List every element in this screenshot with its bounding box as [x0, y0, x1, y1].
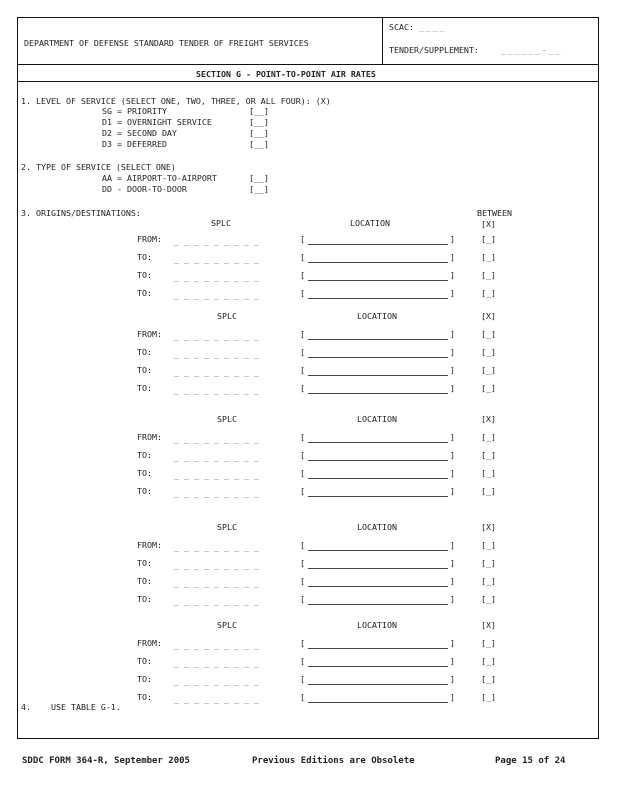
splc-input[interactable]: _ _ _ _ _ _ _ _ _	[174, 331, 259, 341]
location-input[interactable]	[308, 366, 448, 376]
location-bracket-open: [	[300, 674, 305, 684]
type-checkbox-aa[interactable]: [__]	[249, 173, 269, 183]
to-label: TO:	[137, 486, 152, 496]
type-checkbox-dd[interactable]: [__]	[249, 184, 269, 194]
location-bracket-open: [	[300, 329, 305, 339]
location-bracket-close: ]	[450, 594, 455, 604]
location-input[interactable]	[308, 469, 448, 479]
location-bracket-open: [	[300, 383, 305, 393]
location-bracket-close: ]	[450, 270, 455, 280]
between-x-label: [X]	[481, 620, 496, 630]
location-column-label: LOCATION	[357, 414, 397, 424]
location-bracket-open: [	[300, 347, 305, 357]
location-input[interactable]	[308, 577, 448, 587]
splc-input[interactable]: _ _ _ _ _ _ _ _ _	[174, 658, 259, 668]
location-input[interactable]	[308, 235, 448, 245]
to-label: TO:	[137, 656, 152, 666]
level-option-d2: D2 = SECOND DAY	[102, 128, 177, 138]
level-checkbox-d3[interactable]: [__]	[249, 139, 269, 149]
between-checkbox[interactable]: [_]	[481, 432, 496, 442]
splc-input[interactable]: _ _ _ _ _ _ _ _ _	[174, 488, 259, 498]
location-input[interactable]	[308, 289, 448, 299]
location-bracket-open: [	[300, 288, 305, 298]
location-bracket-close: ]	[450, 347, 455, 357]
splc-input[interactable]: _ _ _ _ _ _ _ _ _	[174, 236, 259, 246]
location-bracket-open: [	[300, 468, 305, 478]
from-label: FROM:	[137, 638, 162, 648]
location-bracket-close: ]	[450, 576, 455, 586]
level-option-d3: D3 = DEFERRED	[102, 139, 167, 149]
header-divider	[382, 18, 383, 65]
between-checkbox[interactable]: [_]	[481, 329, 496, 339]
location-input[interactable]	[308, 384, 448, 394]
section-title: SECTION G - POINT-TO-POINT AIR RATES	[196, 69, 376, 79]
location-bracket-close: ]	[450, 383, 455, 393]
location-bracket-open: [	[300, 450, 305, 460]
location-input[interactable]	[308, 451, 448, 461]
location-bracket-open: [	[300, 558, 305, 568]
splc-column-label: SPLC	[217, 311, 237, 321]
level-of-service-heading: 1. LEVEL OF SERVICE (SELECT ONE, TWO, THREE, OR ALL FOUR): (X)	[21, 96, 331, 106]
origins-destinations-heading: 3. ORIGINS/DESTINATIONS:	[21, 208, 141, 218]
location-bracket-close: ]	[450, 558, 455, 568]
location-bracket-open: [	[300, 540, 305, 550]
location-input[interactable]	[308, 559, 448, 569]
splc-input[interactable]: _ _ _ _ _ _ _ _ _	[174, 254, 259, 264]
department-title: DEPARTMENT OF DEFENSE STANDARD TENDER OF FREIGHT SERVICES	[24, 38, 309, 48]
location-bracket-open: [	[300, 270, 305, 280]
splc-input[interactable]: _ _ _ _ _ _ _ _ _	[174, 349, 259, 359]
location-bracket-open: [	[300, 576, 305, 586]
splc-column-label: SPLC	[217, 620, 237, 630]
location-input[interactable]	[308, 639, 448, 649]
location-bracket-open: [	[300, 692, 305, 702]
type-option-aa: AA = AIRPORT-TO-AIRPORT	[102, 173, 217, 183]
location-bracket-close: ]	[450, 450, 455, 460]
splc-input[interactable]: _ _ _ _ _ _ _ _ _	[174, 694, 259, 704]
from-label: FROM:	[137, 329, 162, 339]
to-label: TO:	[137, 252, 152, 262]
location-bracket-close: ]	[450, 288, 455, 298]
splc-column-label: SPLC	[217, 522, 237, 532]
location-bracket-close: ]	[450, 468, 455, 478]
between-checkbox[interactable]: [_]	[481, 594, 496, 604]
to-label: TO:	[137, 468, 152, 478]
location-input[interactable]	[308, 675, 448, 685]
level-option-d1: D1 = OVERNIGHT SERVICE	[102, 117, 212, 127]
location-column-label: LOCATION	[357, 620, 397, 630]
from-label: FROM:	[137, 540, 162, 550]
to-label: TO:	[137, 288, 152, 298]
between-checkbox[interactable]: [_]	[481, 270, 496, 280]
location-bracket-close: ]	[450, 234, 455, 244]
splc-input[interactable]: _ _ _ _ _ _ _ _ _	[174, 272, 259, 282]
between-checkbox[interactable]: [_]	[481, 486, 496, 496]
scac-label: SCAC:	[389, 22, 414, 32]
location-bracket-open: [	[300, 365, 305, 375]
location-input[interactable]	[308, 271, 448, 281]
tender-label: TENDER/SUPPLEMENT:	[389, 45, 479, 55]
location-bracket-open: [	[300, 234, 305, 244]
from-label: FROM:	[137, 432, 162, 442]
location-bracket-close: ]	[450, 252, 455, 262]
splc-column-label: SPLC	[217, 414, 237, 424]
level-checkbox-sg[interactable]: [__]	[249, 106, 269, 116]
type-option-dd: DD - DOOR-TO-DOOR	[102, 184, 187, 194]
splc-input[interactable]: _ _ _ _ _ _ _ _ _	[174, 434, 259, 444]
location-input[interactable]	[308, 657, 448, 667]
location-column-label: LOCATION	[350, 218, 390, 228]
type-of-service-heading: 2. TYPE OF SERVICE (SELECT ONE)	[21, 162, 176, 172]
splc-input[interactable]: _ _ _ _ _ _ _ _ _	[174, 676, 259, 686]
location-bracket-close: ]	[450, 540, 455, 550]
splc-input[interactable]: _ _ _ _ _ _ _ _ _	[174, 542, 259, 552]
location-input[interactable]	[308, 330, 448, 340]
location-bracket-open: [	[300, 486, 305, 496]
level-checkbox-d1[interactable]: [__]	[249, 117, 269, 127]
splc-input[interactable]: _ _ _ _ _ _ _ _ _	[174, 560, 259, 570]
between-x-label: [X]	[481, 219, 496, 229]
location-bracket-close: ]	[450, 432, 455, 442]
form-number: SDDC FORM 364-R, September 2005	[22, 756, 190, 766]
between-checkbox[interactable]: [_]	[481, 383, 496, 393]
between-checkbox[interactable]: [_]	[481, 234, 496, 244]
to-label: TO:	[137, 347, 152, 357]
location-bracket-open: [	[300, 638, 305, 648]
splc-input[interactable]: _ _ _ _ _ _ _ _ _	[174, 290, 259, 300]
splc-input[interactable]: _ _ _ _ _ _ _ _ _	[174, 452, 259, 462]
location-input[interactable]	[308, 433, 448, 443]
level-option-sg: SG = PRIORITY	[102, 106, 167, 116]
between-checkbox[interactable]: [_]	[481, 674, 496, 684]
between-checkbox[interactable]: [_]	[481, 252, 496, 262]
between-x-label: [X]	[481, 414, 496, 424]
scac-field[interactable]: ____	[419, 22, 447, 32]
between-checkbox[interactable]: [_]	[481, 288, 496, 298]
location-bracket-close: ]	[450, 638, 455, 648]
to-label: TO:	[137, 692, 152, 702]
location-bracket-open: [	[300, 594, 305, 604]
location-bracket-close: ]	[450, 486, 455, 496]
location-bracket-close: ]	[450, 365, 455, 375]
between-checkbox[interactable]: [_]	[481, 558, 496, 568]
from-label: FROM:	[137, 234, 162, 244]
splc-input[interactable]: _ _ _ _ _ _ _ _ _	[174, 367, 259, 377]
location-input[interactable]	[308, 693, 448, 703]
location-bracket-open: [	[300, 656, 305, 666]
page-number: Page 15 of 24	[495, 756, 566, 766]
location-input[interactable]	[308, 348, 448, 358]
to-label: TO:	[137, 674, 152, 684]
to-label: TO:	[137, 450, 152, 460]
location-input[interactable]	[308, 487, 448, 497]
location-bracket-close: ]	[450, 674, 455, 684]
between-checkbox[interactable]: [_]	[481, 468, 496, 478]
between-checkbox[interactable]: [_]	[481, 347, 496, 357]
tender-field[interactable]: ______-__	[501, 45, 563, 55]
between-checkbox[interactable]: [_]	[481, 450, 496, 460]
between-checkbox[interactable]: [_]	[481, 638, 496, 648]
splc-input[interactable]: _ _ _ _ _ _ _ _ _	[174, 578, 259, 588]
to-label: TO:	[137, 365, 152, 375]
location-bracket-close: ]	[450, 656, 455, 666]
location-column-label: LOCATION	[357, 311, 397, 321]
splc-input[interactable]: _ _ _ _ _ _ _ _ _	[174, 596, 259, 606]
location-bracket-close: ]	[450, 692, 455, 702]
location-input[interactable]	[308, 541, 448, 551]
location-input[interactable]	[308, 253, 448, 263]
to-label: TO:	[137, 594, 152, 604]
splc-column-label: SPLC	[211, 218, 231, 228]
location-input[interactable]	[308, 595, 448, 605]
to-label: TO:	[137, 558, 152, 568]
to-label: TO:	[137, 383, 152, 393]
editions-note: Previous Editions are Obsolete	[252, 756, 415, 766]
to-label: TO:	[137, 270, 152, 280]
between-checkbox[interactable]: [_]	[481, 540, 496, 550]
between-x-label: [X]	[481, 522, 496, 532]
between-checkbox[interactable]: [_]	[481, 365, 496, 375]
splc-input[interactable]: _ _ _ _ _ _ _ _ _	[174, 385, 259, 395]
location-column-label: LOCATION	[357, 522, 397, 532]
between-label: BETWEEN	[477, 208, 512, 218]
location-bracket-close: ]	[450, 329, 455, 339]
between-checkbox[interactable]: [_]	[481, 576, 496, 586]
to-label: TO:	[137, 576, 152, 586]
level-checkbox-d2[interactable]: [__]	[249, 128, 269, 138]
splc-input[interactable]: _ _ _ _ _ _ _ _ _	[174, 470, 259, 480]
between-checkbox[interactable]: [_]	[481, 692, 496, 702]
between-x-label: [X]	[481, 311, 496, 321]
location-bracket-open: [	[300, 252, 305, 262]
location-bracket-open: [	[300, 432, 305, 442]
between-checkbox[interactable]: [_]	[481, 656, 496, 666]
use-table-note: 4. USE TABLE G-1.	[21, 702, 121, 712]
splc-input[interactable]: _ _ _ _ _ _ _ _ _	[174, 640, 259, 650]
